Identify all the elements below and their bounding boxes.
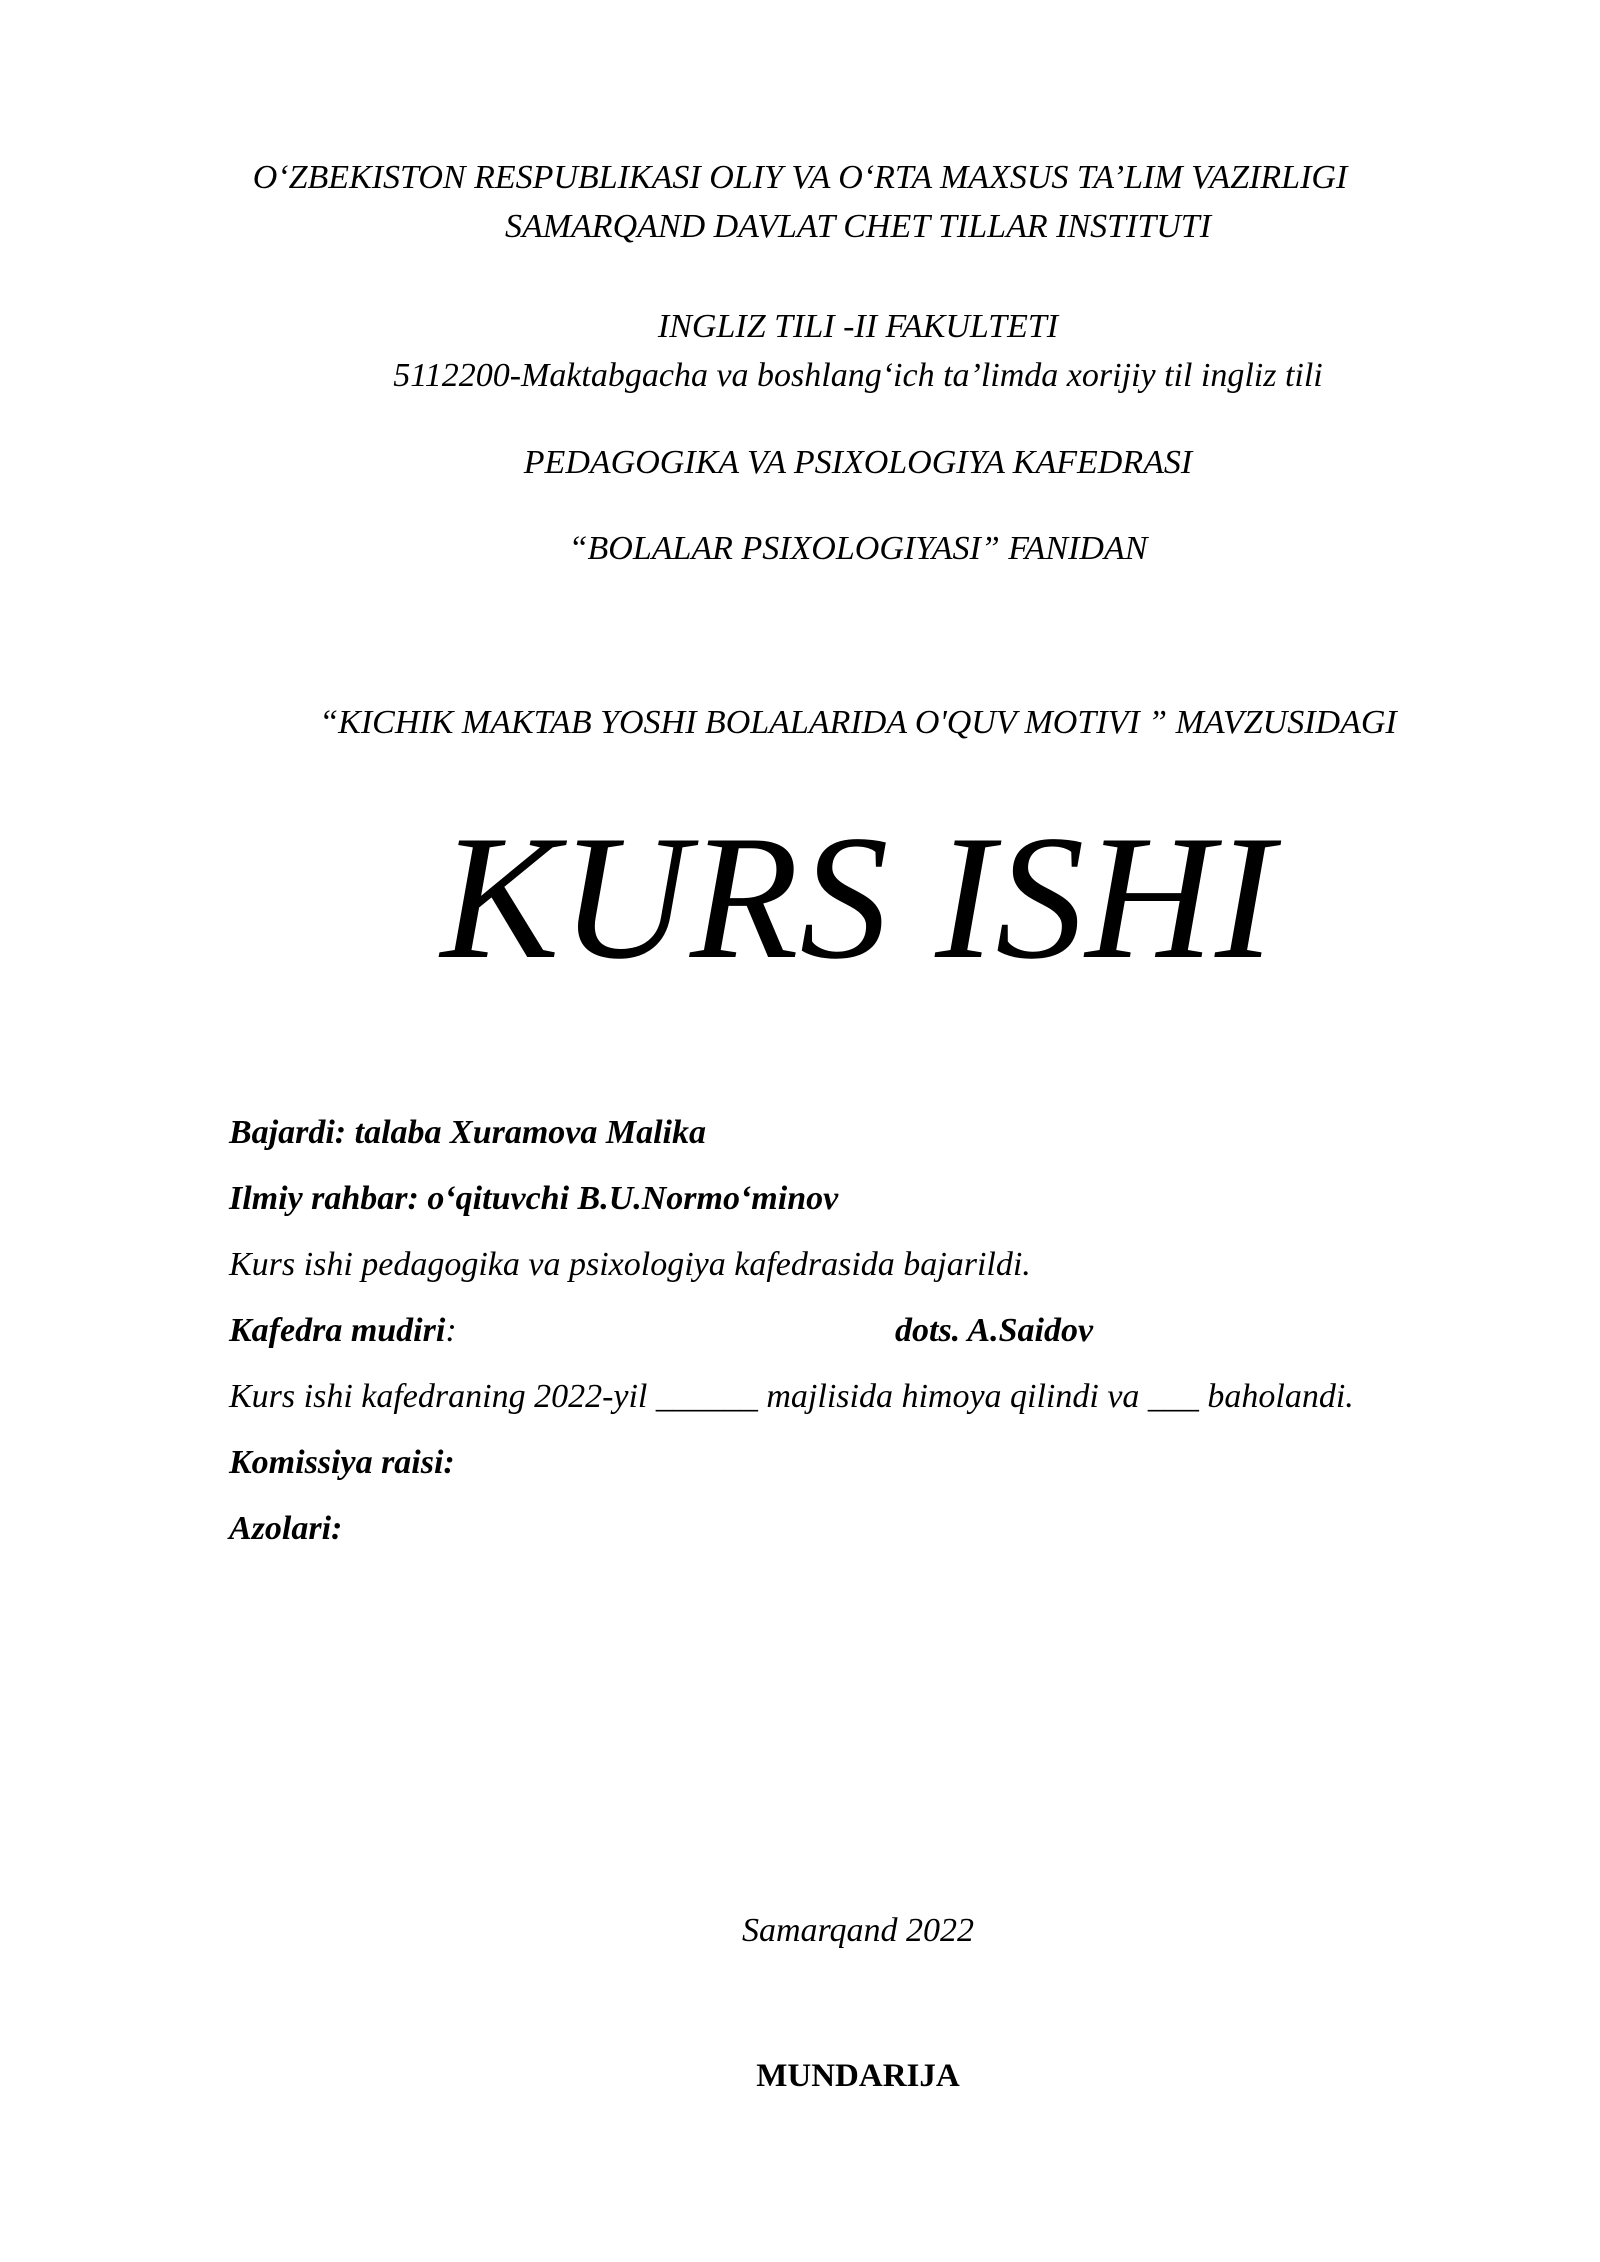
subject-line: “BOLALAR PSIXOLOGIYASI” FANIDAN: [568, 530, 1148, 567]
document-title: KURS ISHI: [440, 798, 1276, 996]
performed-by-line: Bajardi: talaba Xuramova Malika: [229, 1114, 706, 1151]
defense-note-line: Kurs ishi kafedraning 2022-yil ______ majlisida himoya qilindi va ___ baholandi.: [229, 1378, 1354, 1415]
institute-line: SAMARQAND DAVLAT CHET TILLAR INSTITUTI: [504, 208, 1212, 245]
supervisor-line: Ilmiy rahbar: o‘qituvchi B.U.Normo‘minov: [229, 1180, 839, 1217]
department-head-line: [229, 1314, 457, 1348]
place-year-line: Samarqand 2022: [741, 1912, 975, 1949]
department-head-label: Kafedra mudiri: [229, 1312, 446, 1349]
department-line: PEDAGOGIKA VA PSIXOLOGIYA KAFEDRASI: [523, 444, 1193, 481]
topic-line: “KICHIK MAKTAB YOSHI BOLALARIDA O'QUV MOTIVI ” MAVZUSIDAGI: [319, 704, 1397, 741]
specialty-line: 5112200-Maktabgacha va boshlang‘ich ta’limda xorijiy til ingliz tili: [393, 357, 1323, 394]
department-head-colon: :: [445, 1312, 457, 1349]
ministry-line: O‘ZBEKISTON RESPUBLIKASI OLIY VA O‘RTA MAXSUS TA’LIM VAZIRLIGI: [252, 159, 1348, 196]
commission-chair-line: Komissiya raisi:: [229, 1444, 455, 1481]
department-head-name: dots. A.Saidov: [895, 1312, 1094, 1349]
contents-heading: MUNDARIJA: [756, 2058, 960, 2094]
completed-note-line: Kurs ishi pedagogika va psixologiya kafedrasida bajarildi.: [229, 1246, 1031, 1283]
faculty-line: INGLIZ TILI -II FAKULTETI: [657, 308, 1059, 345]
members-line: Azolari:: [229, 1510, 343, 1547]
